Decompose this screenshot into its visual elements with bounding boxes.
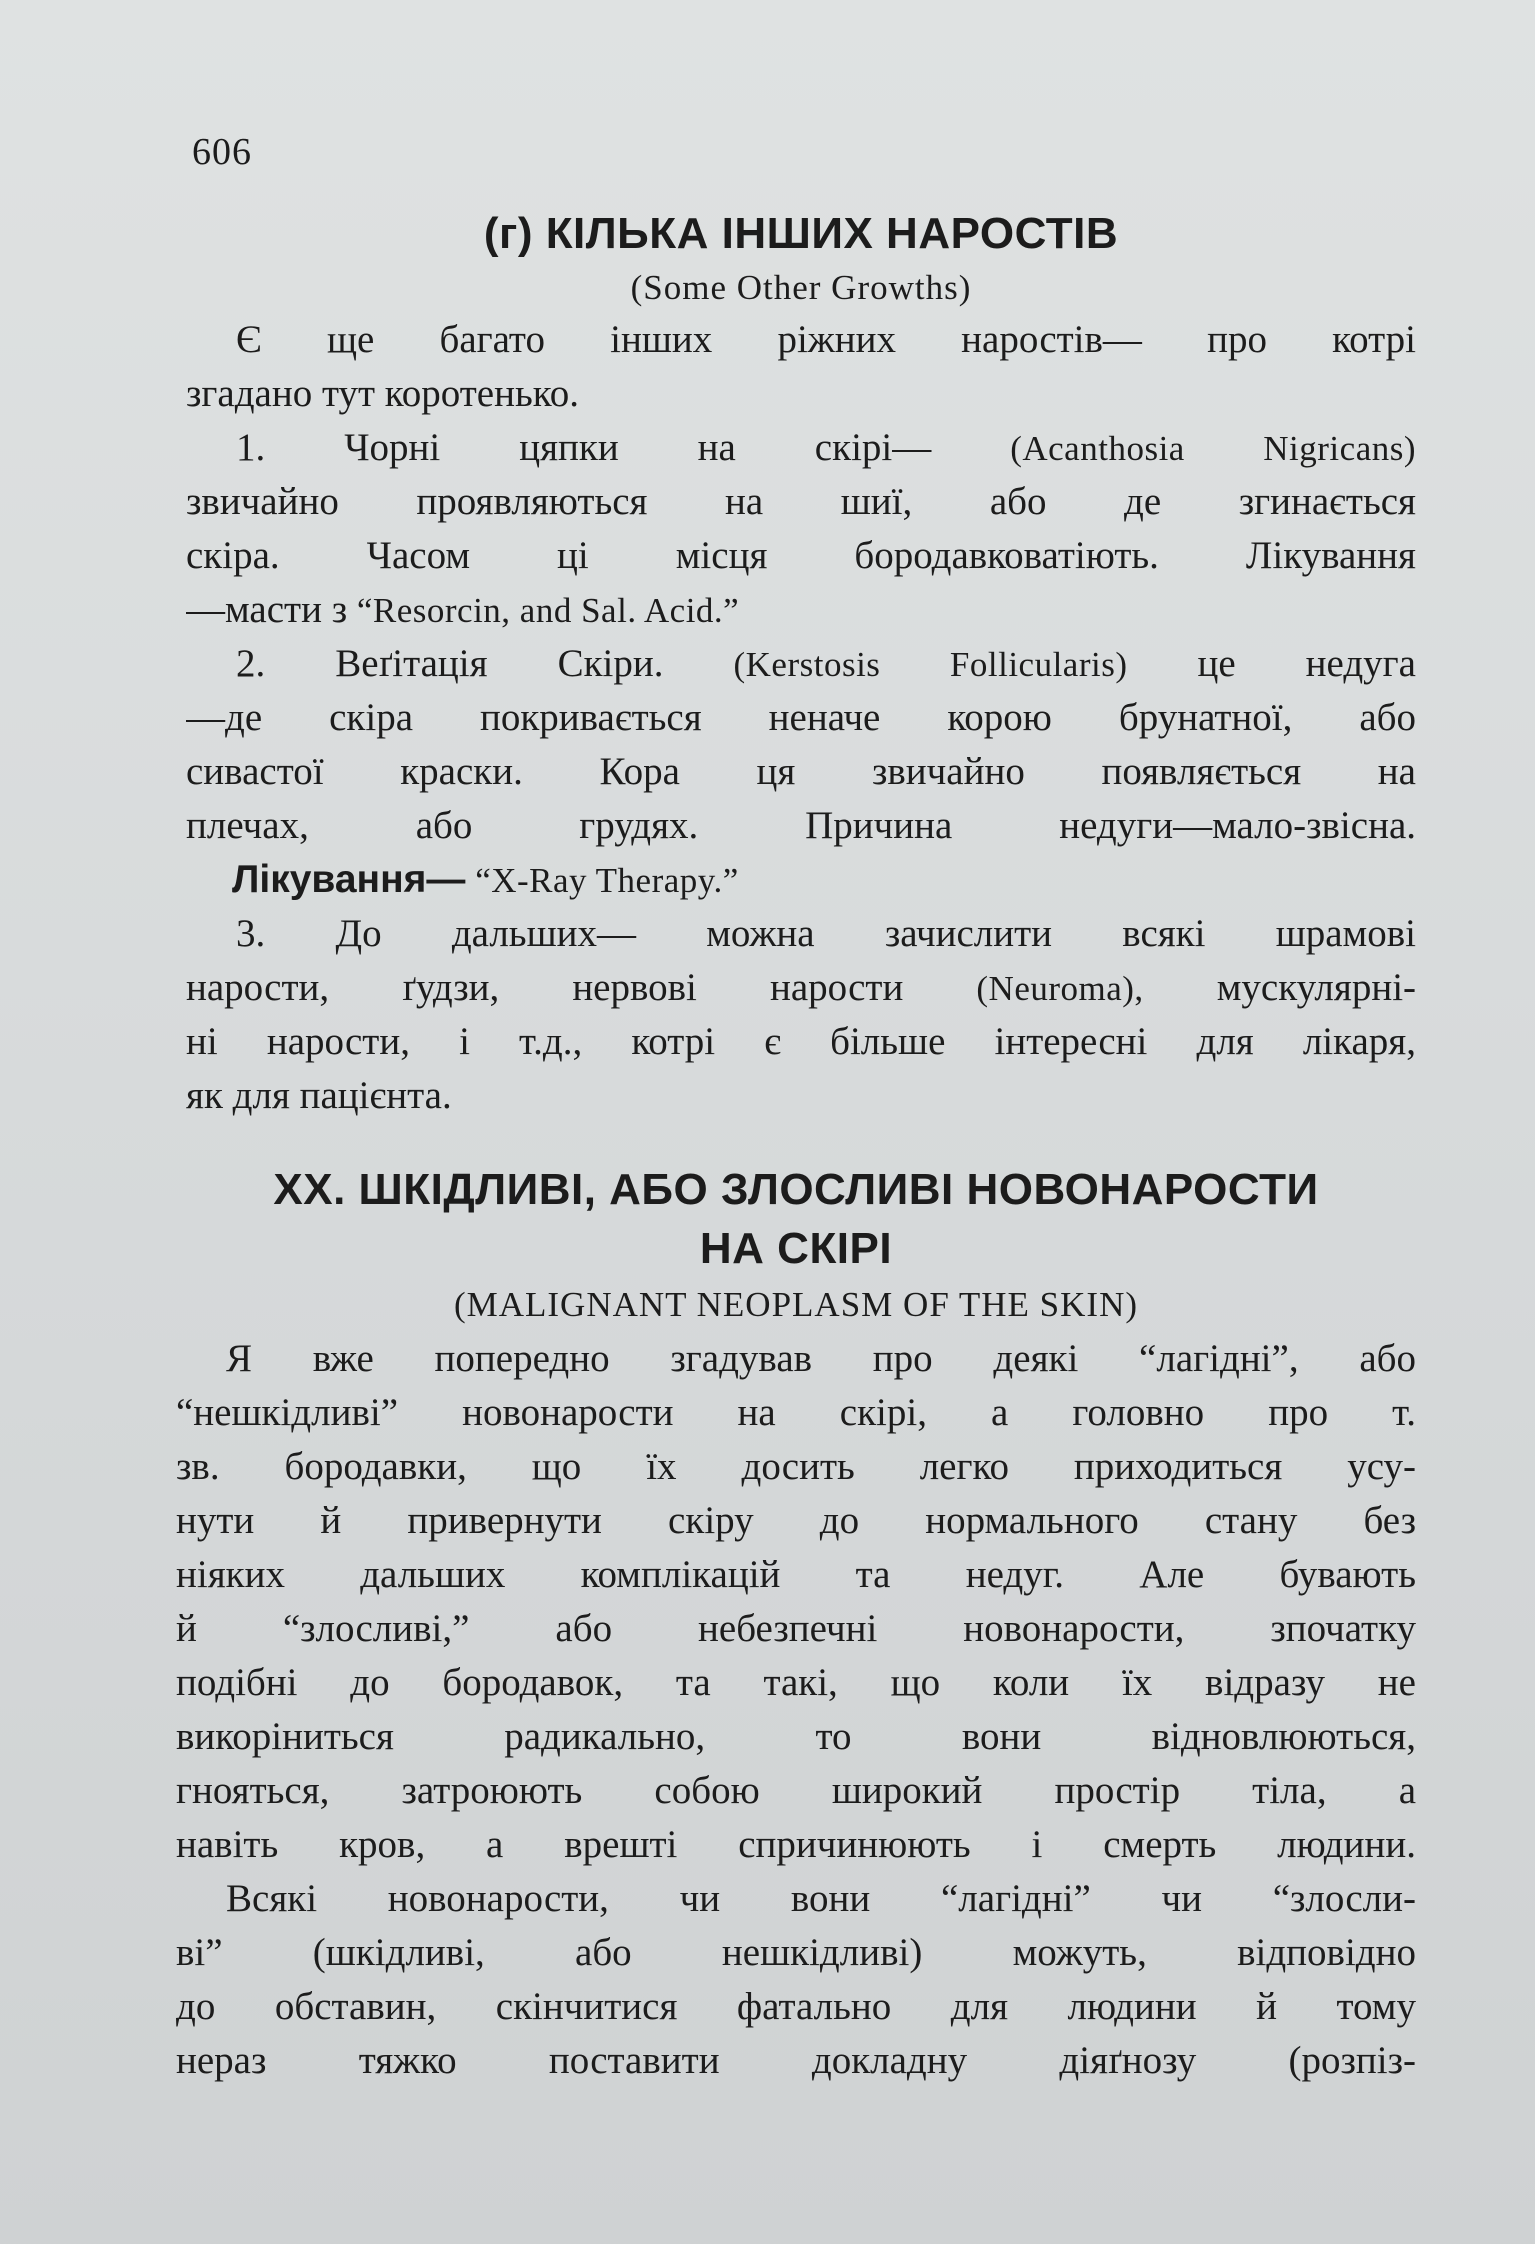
item2-line-2: —де скіра покривається неначе корою брунатної, або	[186, 696, 1416, 739]
item1-line1-text: 1. Чорні цяпки на скірі—	[236, 426, 932, 469]
para2-line-1: Всякі новонарости, чи вони “лагідні” чи “злосли-	[226, 1877, 1416, 1920]
item1-line-4	[186, 583, 1416, 637]
para2-line-2: ві” (шкідливі, або нешкідливі) можуть, відповідно	[176, 1931, 1416, 1974]
item1-line4-latin: “Resorcin, and Sal. Acid.”	[356, 591, 740, 630]
para2-line-3: до обставин, скінчитися фатально для людини й тому	[176, 1985, 1416, 2028]
section-xx-title-line1: XX. ШКІДЛИВІ, АБО ЗЛОСЛИВІ НОВОНАРОСТИ	[273, 1165, 1319, 1214]
item2-line5-latin: “X-Ray Therapy.”	[475, 861, 739, 900]
section-g-subtitle: (Some Other Growths)	[630, 268, 972, 307]
section-g-title: (г) КІЛЬКА ІНШИХ НАРОСТІВ	[483, 209, 1119, 258]
item3-line2-tail: мускулярні-	[1216, 966, 1416, 1009]
item2-line-5	[186, 853, 1416, 907]
para1-line-6: й “злосливі,” або небезпечні новонарости, зпочатку	[176, 1607, 1416, 1650]
para1-line-8: викоріниться радикально, то вони відновлюються,	[176, 1715, 1416, 1758]
item3-line-4: як для пацієнта.	[186, 1074, 452, 1117]
para1-line-2: “нешкідливі” новонарости на скірі, а головно про т.	[176, 1391, 1416, 1434]
item1-line-3: скіра. Часом ці місця бородавковатіють. Лікування	[186, 534, 1416, 577]
para1-line-4: нути й привернути скіру до нормального стану без	[176, 1499, 1416, 1542]
section-xx-subtitle: (MALIGNANT NEOPLASM OF THE SKIN)	[453, 1285, 1139, 1324]
item2-line1-tail: це недуга	[1197, 642, 1416, 685]
item1-line1-latin: (Acanthosia Nigricans)	[1010, 429, 1416, 468]
para1-line-3: зв. бородавки, що їх досить легко приходиться усу-	[176, 1445, 1416, 1488]
para1-line-1: Я вже попередно згадував про деякі “лагідні”, або	[226, 1337, 1416, 1380]
item2-line1-latin: (Kerstosis Follicularis)	[733, 645, 1128, 684]
item1-line4-text: —масти з	[186, 588, 348, 631]
item1-line-2: звичайно проявляються на шиї, або де згинається	[186, 480, 1416, 523]
item3-line-1: 3. До дальших— можна зачислити всякі шрамові	[236, 912, 1416, 955]
item3-line-2	[186, 961, 1416, 1015]
intro-line-1: Є ще багато інших ріжних наростів— про котрі	[236, 318, 1416, 361]
item3-line2-latin: (Neuroma),	[976, 969, 1144, 1008]
para2-line-4: нераз тяжко поставити докладну діяґнозу (розпіз-	[176, 2039, 1416, 2082]
item3-line2-text: нарости, ґудзи, нервові нарости	[186, 966, 904, 1009]
para1-line-7: подібні до бородавок, та такі, що коли їх відразу не	[176, 1661, 1416, 1704]
page-number: 606	[192, 131, 252, 173]
item2-line5-bold: Лікування—	[232, 858, 466, 901]
item2-line-4: плечах, або грудях. Причина недуги—мало-звісна.	[186, 804, 1416, 847]
para1-line-9: гнояться, затроюють собою широкий простір тіла, а	[176, 1769, 1416, 1812]
item3-line-3: ні нарости, і т.д., котрі є більше інтересні для лікаря,	[186, 1020, 1416, 1063]
item2-line-3: сивастої краски. Кора ця звичайно появляється на	[186, 750, 1416, 793]
section-xx-title-line2: НА СКІРІ	[699, 1224, 893, 1273]
intro-line-2: згадано тут коротенько.	[186, 372, 579, 415]
item1-line-1	[186, 421, 1416, 475]
para1-line-10: навіть кров, а врешті спричинюють і смерть людини.	[176, 1823, 1416, 1866]
para1-line-5: ніяких дальших комплікацій та недуг. Але бувають	[176, 1553, 1416, 1596]
section-g	[186, 205, 1416, 1123]
section-xx	[176, 1160, 1416, 2088]
item2-line-1	[186, 637, 1416, 691]
item2-line1-text: 2. Веґітація Скіри.	[236, 642, 664, 685]
